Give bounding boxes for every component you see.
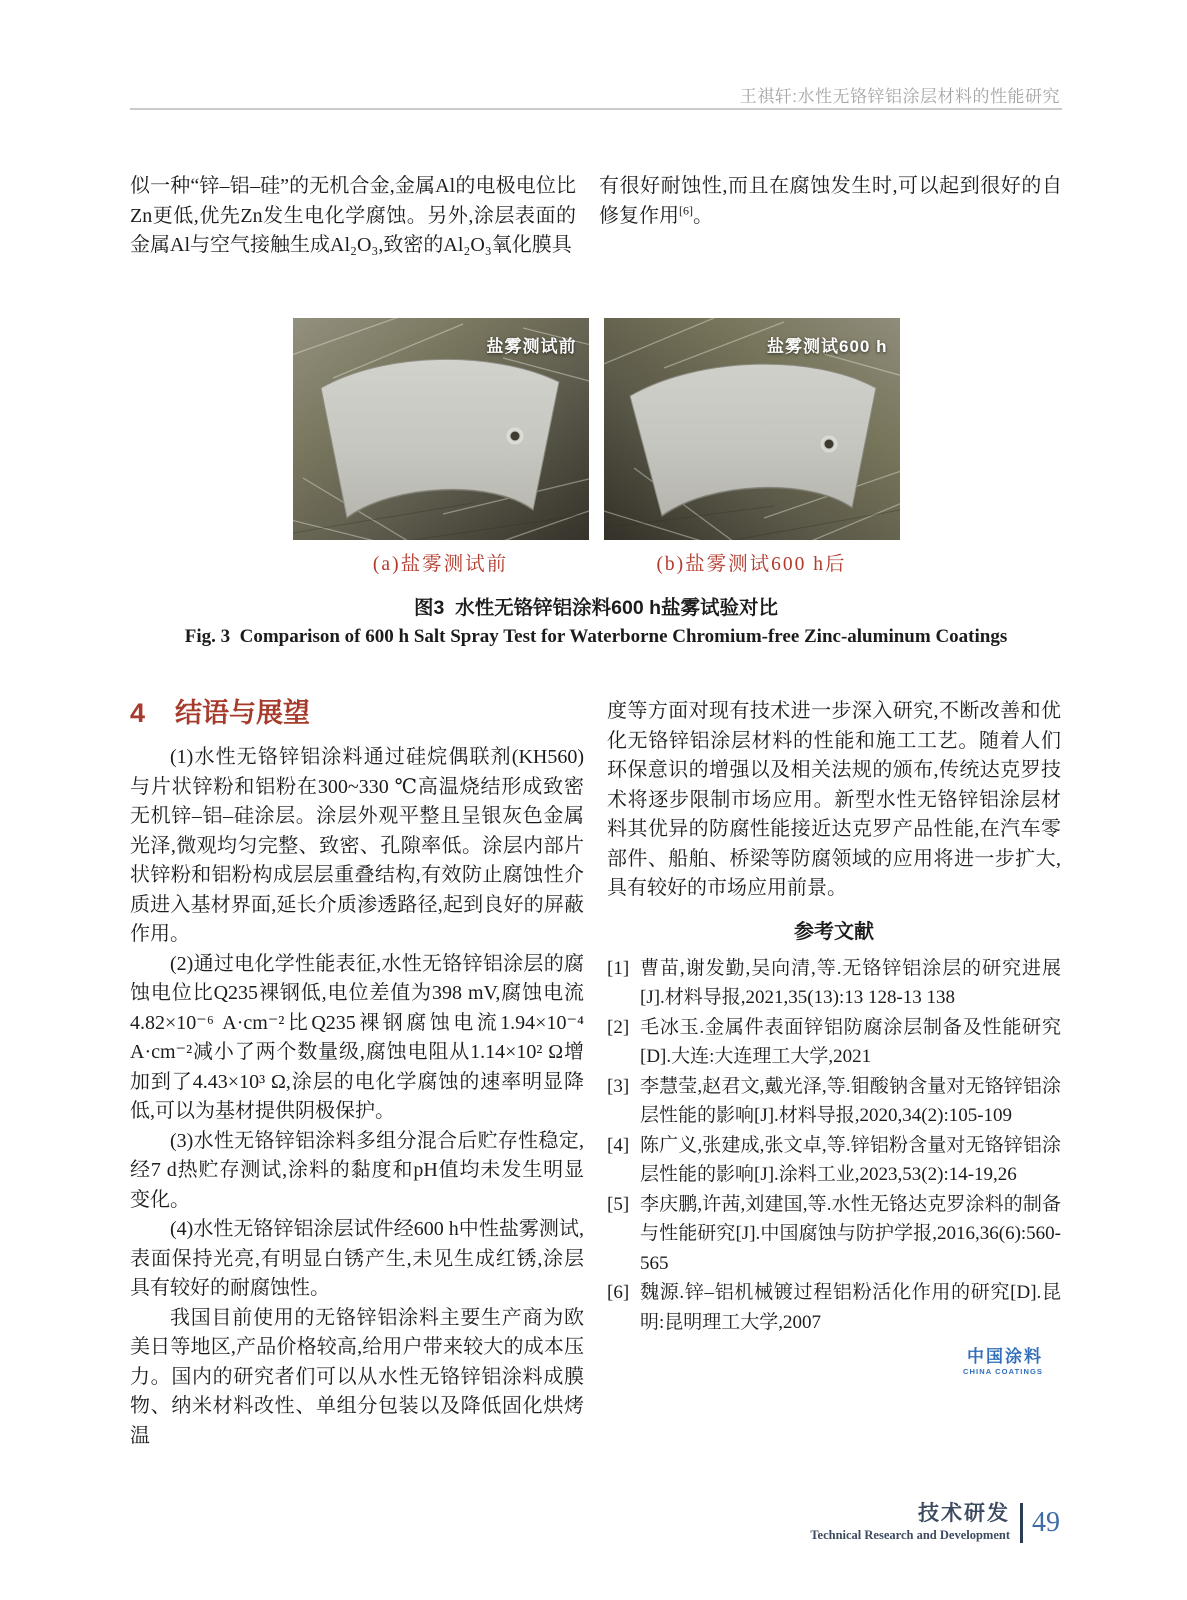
section-heading: [130, 697, 584, 729]
conclusion-paragraph-1: (1)水性无铬锌铝涂料通过硅烷偶联剂(KH560)与片状锌粉和铝粉在300~330 ℃高温烧结形成致密无机锌–铝–硅涂层。涂层外观平整且呈银灰色金属光泽,微观均匀完整、致密、孔隙率低。涂层内部片状锌粉和铝粉构成层层重叠结构,有效防止腐蚀性介质进入基材界面,延长介质渗透路径,起到良好的屏蔽作用。: [130, 746, 584, 945]
figure-photos: [130, 318, 1062, 540]
caption-b: (b)盐雾测试600 h后: [656, 554, 847, 575]
section-title: 结语与展望: [175, 698, 311, 728]
footer-section-en: Technical Research and Development: [810, 1528, 1010, 1542]
reference-item: [4] 陈广义,张建成,张文卓,等.锌铝粉含量对无铬锌铝涂层性能的影响[J].涂料工业,2023,53(2):14-19,26: [607, 1134, 1061, 1185]
footer-section-label: [810, 1502, 1010, 1543]
caption-a: (a)盐雾测试前: [372, 554, 509, 575]
footer-divider-bar: [1020, 1503, 1023, 1543]
reference-item: [2] 毛冰玉.金属件表面锌铝防腐涂层制备及性能研究[D].大连:大连理工大学,2021: [607, 1016, 1061, 1067]
conclusion-paragraph-5: 我国目前使用的无铬锌铝涂料主要生产商为欧美日等地区,产品价格较高,给用户带来较大的成本压力。国内的研究者们可以从水性无铬锌铝涂料成膜物、纳米材料改性、单组分包装以及降低固化烘烤温: [130, 1306, 584, 1447]
section-number: 4: [130, 698, 146, 728]
photo-overlay-label-before: 盐雾测试前: [486, 337, 577, 356]
intro-left-paragraph: 似一种“锌–铝–硅”的无机合金,金属Al的电极电位比Zn更低,优先Zn发生电化学腐蚀。另外,涂层表面的金属Al与空气接触生成Al₂O₃,致密的Al₂O₃氧化膜具: [130, 175, 576, 256]
china-coatings-logo: [607, 1347, 1061, 1376]
reference-item: [6] 魏源.锌–铝机械镀过程铝粉活化作用的研究[D].昆明:昆明理工大学,2007: [607, 1282, 1061, 1333]
reference-item: [1] 曹苗,谢发勤,吴向清,等.无铬锌铝涂层的研究进展[J].材料导报,2021,35(13):13 128-13 138: [607, 957, 1061, 1008]
intro-right-period: 。: [693, 204, 713, 227]
intro-right-text: 有很好耐蚀性,而且在腐蚀发生时,可以起到很好的自修复作用: [599, 175, 1062, 227]
citation-marker-6: [6]: [679, 202, 693, 217]
photo-sub-captions: [130, 548, 1062, 576]
photo-overlay-label-after: 盐雾测试600 h: [767, 337, 888, 356]
conclusion-paragraph-4: (4)水性无铬锌铝涂层试件经600 h中性盐雾测试,表面保持光亮,有明显白锈产生,未见生成红锈,涂层具有较好的耐腐蚀性。: [130, 1218, 584, 1299]
page-number: 49: [1032, 1506, 1060, 1538]
references-list: [607, 954, 1061, 1338]
reference-item: [5] 李庆鹏,许茜,刘建国,等.水性无铬达克罗涂料的制备与性能研究[J].中国腐蚀与防护学报,2016,36(6):560-565: [607, 1193, 1061, 1274]
page-footer: [810, 1502, 1060, 1543]
photo-after-salt-spray: [604, 318, 900, 540]
photo-before-salt-spray: [293, 318, 589, 540]
logo-en-text: CHINA COATINGS: [963, 1367, 1043, 1376]
reference-item: [3] 李慧莹,赵君文,戴光泽,等.钼酸钠含量对无铬锌铝涂层性能的影响[J].材料导报,2020,34(2):105-109: [607, 1075, 1061, 1126]
conclusion-section: [130, 697, 1062, 1451]
figure-3: [130, 318, 1062, 648]
left-column: [130, 697, 584, 1451]
conclusion-paragraph-2: (2)通过电化学性能表征,水性无铬锌铝涂层的腐蚀电位比Q235裸钢低,电位差值为398 mV,腐蚀电流4.82×10⁻⁶ A·cm⁻²比Q235裸钢腐蚀电流1.94×10⁻⁴ A·cm⁻²减小了两个数量级,腐蚀电阻从1.14×10² Ω增加到了4.43×10³ Ω,涂层的电化学腐蚀的速率明显降低,可以为基材提供阴极保护。: [130, 952, 584, 1122]
header-divider: [130, 108, 1062, 110]
footer-section-zh: 技术研发: [918, 1502, 1010, 1525]
references-heading: 参考文献: [794, 920, 874, 943]
intro-right-paragraph: [599, 172, 1062, 261]
intro-section: [130, 172, 1062, 261]
figure-caption-en: Fig. 3 Comparison of 600 h Salt Spray Test for Waterborne Chromium-free Zinc-aluminum Coatings: [184, 626, 1008, 647]
conclusion-continuation: 度等方面对现有技术进一步深入研究,不断改善和优化无铬锌铝涂层材料的性能和施工工艺。随着人们环保意识的增强以及相关法规的颁布,传统达克罗技术将逐步限制市场应用。新型水性无铬锌铝涂层材料其优异的防腐性能接近达克罗产品性能,在汽车零部件、船舶、桥梁等防腐领域的应用将进一步扩大,具有较好的市场应用前景。: [607, 700, 1061, 899]
running-title: 王祺轩:水性无铬锌铝涂层材料的性能研究: [739, 87, 1060, 106]
right-column: [607, 697, 1061, 1451]
figure-caption-zh: 图3 水性无铬锌铝涂料600 h盐雾试验对比: [413, 597, 779, 619]
logo-zh-text: 中国涂料: [967, 1347, 1043, 1366]
conclusion-paragraph-3: (3)水性无铬锌铝涂料多组分混合后贮存性稳定,经7 d热贮存测试,涂料的黏度和pH值均未发生明显变化。: [130, 1129, 584, 1211]
